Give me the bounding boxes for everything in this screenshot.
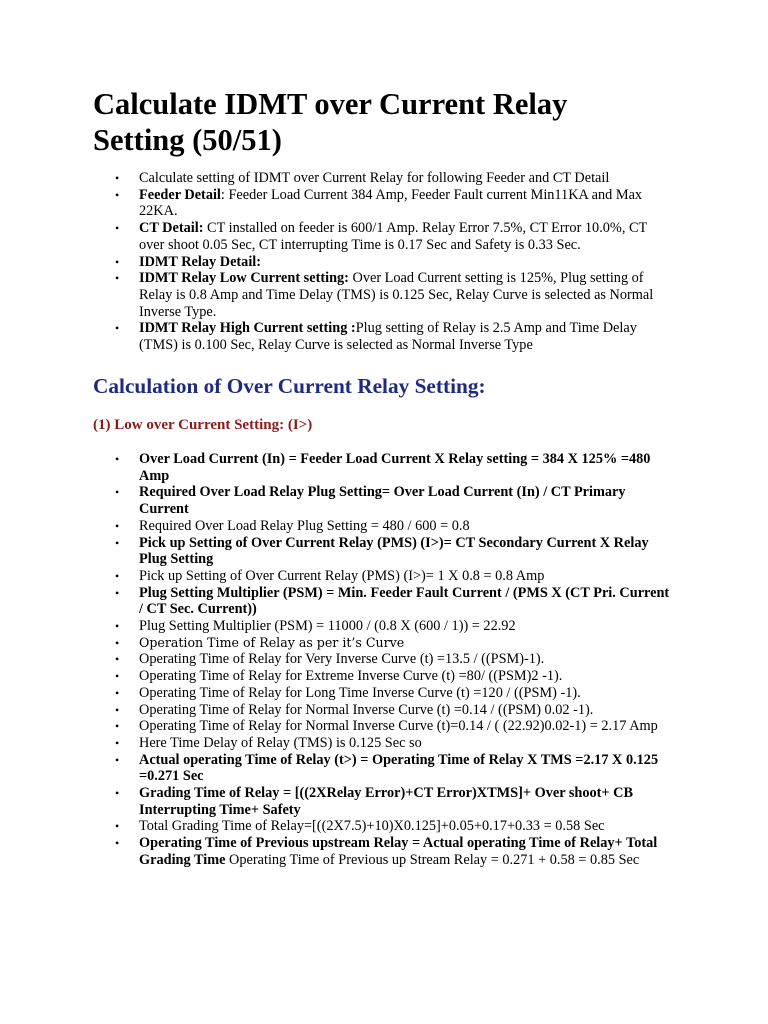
list-item: [115, 752, 675, 785]
list-item-text: Here Time Delay of Relay (TMS) is 0.125 Sec so: [139, 734, 422, 751]
list-item-text: Operating Time of Relay for Long Time Inverse Curve (t) =120 / ((PSM) -1).: [139, 684, 581, 701]
list-item-text: Operating Time of Previous up Stream Relay = 0.271 + 0.58 = 0.85 Sec: [225, 851, 640, 868]
list-item: [115, 651, 675, 668]
list-item-bold: Over Load Current (In) = Feeder Load Current X Relay setting = 384 X 125% =480 Amp: [139, 451, 651, 484]
feeder-details-list: [115, 170, 675, 354]
list-item-text: Calculate setting of IDMT over Current Relay for following Feeder and CT Detail: [139, 170, 610, 186]
list-item: [115, 270, 675, 320]
list-item: [115, 585, 675, 618]
list-item-text: Pick up Setting of Over Current Relay (PMS) (I>)= 1 X 0.8 = 0.8 Amp: [139, 567, 545, 584]
list-item: [115, 718, 675, 735]
list-item-bold: Feeder Detail: [139, 186, 221, 203]
list-item: [115, 451, 675, 484]
list-item-text: Over Load Current setting is 125%, Plug setting of Relay is 0.8 Amp and Time Delay (TMS) is 0.125 Sec, Relay Curve is selected as Normal Inverse Type.: [139, 270, 654, 320]
list-item: [115, 568, 675, 585]
list-item: [115, 170, 675, 187]
list-item-bold: IDMT Relay Detail:: [139, 253, 262, 270]
calculation-list: [115, 451, 675, 869]
section-heading: Calculation of Over Current Relay Setting:: [93, 374, 486, 398]
list-item: [115, 635, 675, 652]
list-item-bold: CT Detail:: [139, 220, 204, 237]
list-item: [115, 535, 675, 568]
list-item: [115, 254, 675, 271]
list-item-bold: IDMT Relay Low Current setting:: [139, 270, 349, 287]
list-item-text: Operating Time of Relay for Very Inverse Curve (t) =13.5 / ((PSM)-1).: [139, 651, 545, 668]
document-title: Calculate IDMT over Current Relay Setting (50/51): [93, 87, 568, 157]
list-item-bold: Pick up Setting of Over Current Relay (PMS) (I>)= CT Secondary Current X Relay Plug Setting: [139, 534, 649, 568]
list-item-bold: Required Over Load Relay Plug Setting= Over Load Current (In) / CT Primary Current: [139, 484, 626, 518]
list-item: [115, 668, 675, 685]
list-item-text: Total Grading Time of Relay=[((2X7.5)+10)X0.125]+0.05+0.17+0.33 = 0.58 Sec: [139, 818, 605, 835]
list-item-text: Plug setting of Relay is 2.5 Amp and Time Delay (TMS) is 0.100 Sec, Relay Curve is selected as Normal Inverse Type: [139, 320, 637, 354]
list-item: [115, 835, 675, 868]
list-item-bold: Operating Time of Previous upstream Relay = Actual operating Time of Relay+ Total Grading Time: [139, 835, 658, 868]
list-item: [115, 220, 675, 253]
list-item: [115, 618, 675, 635]
list-item: [115, 518, 675, 535]
list-item: [115, 187, 675, 220]
sub-heading: (1) Low over Current Setting: (I>): [93, 417, 313, 433]
list-item-text: Operating Time of Relay for Normal Inverse Curve (t) =0.14 / ((PSM) 0.02 -1).: [139, 701, 594, 718]
list-item-text: Operation Time of Relay as per it’s Curve: [139, 634, 405, 650]
list-item-bold: IDMT Relay High Current setting :: [139, 320, 356, 337]
list-item-text: Operating Time of Relay for Extreme Inverse Curve (t) =80/ ((PSM)2 -1).: [139, 668, 563, 685]
list-item-text: Plug Setting Multiplier (PSM) = 11000 / (0.8 X (600 / 1)) = 22.92: [139, 618, 516, 635]
list-item-bold: Actual operating Time of Relay (t>) = Operating Time of Relay X TMS =2.17 X 0.125 =0.271 Sec: [139, 751, 659, 785]
list-item-text: Operating Time of Relay for Normal Inverse Curve (t)=0.14 / ( (22.92)0.02-1) = 2.17 Amp: [139, 718, 658, 735]
list-item-text: : Feeder Load Current 384 Amp, Feeder Fault current Min11KA and Max 22KA.: [139, 186, 643, 220]
list-item: [115, 785, 675, 818]
list-item: [115, 484, 675, 517]
list-item-bold: Grading Time of Relay = [((2XRelay Error)+CT Error)XTMS]+ Over shoot+ CB Interrupting Time+ Safety: [139, 785, 634, 818]
list-item: [115, 320, 675, 353]
list-item: [115, 735, 675, 752]
list-item: [115, 702, 675, 719]
list-item: [115, 818, 675, 835]
list-item-text: Required Over Load Relay Plug Setting = 480 / 600 = 0.8: [139, 517, 470, 534]
list-item: [115, 685, 675, 702]
list-item-bold: Plug Setting Multiplier (PSM) = Min. Feeder Fault Current / (PMS X (CT Pri. Current / CT Sec. Current)): [139, 584, 670, 618]
list-item-text: CT installed on feeder is 600/1 Amp. Relay Error 7.5%, CT Error 10.0%, CT over shoot 0.05 Sec, CT interrupting Time is 0.17 Sec and Safety is 0.33 Sec.: [139, 220, 647, 253]
